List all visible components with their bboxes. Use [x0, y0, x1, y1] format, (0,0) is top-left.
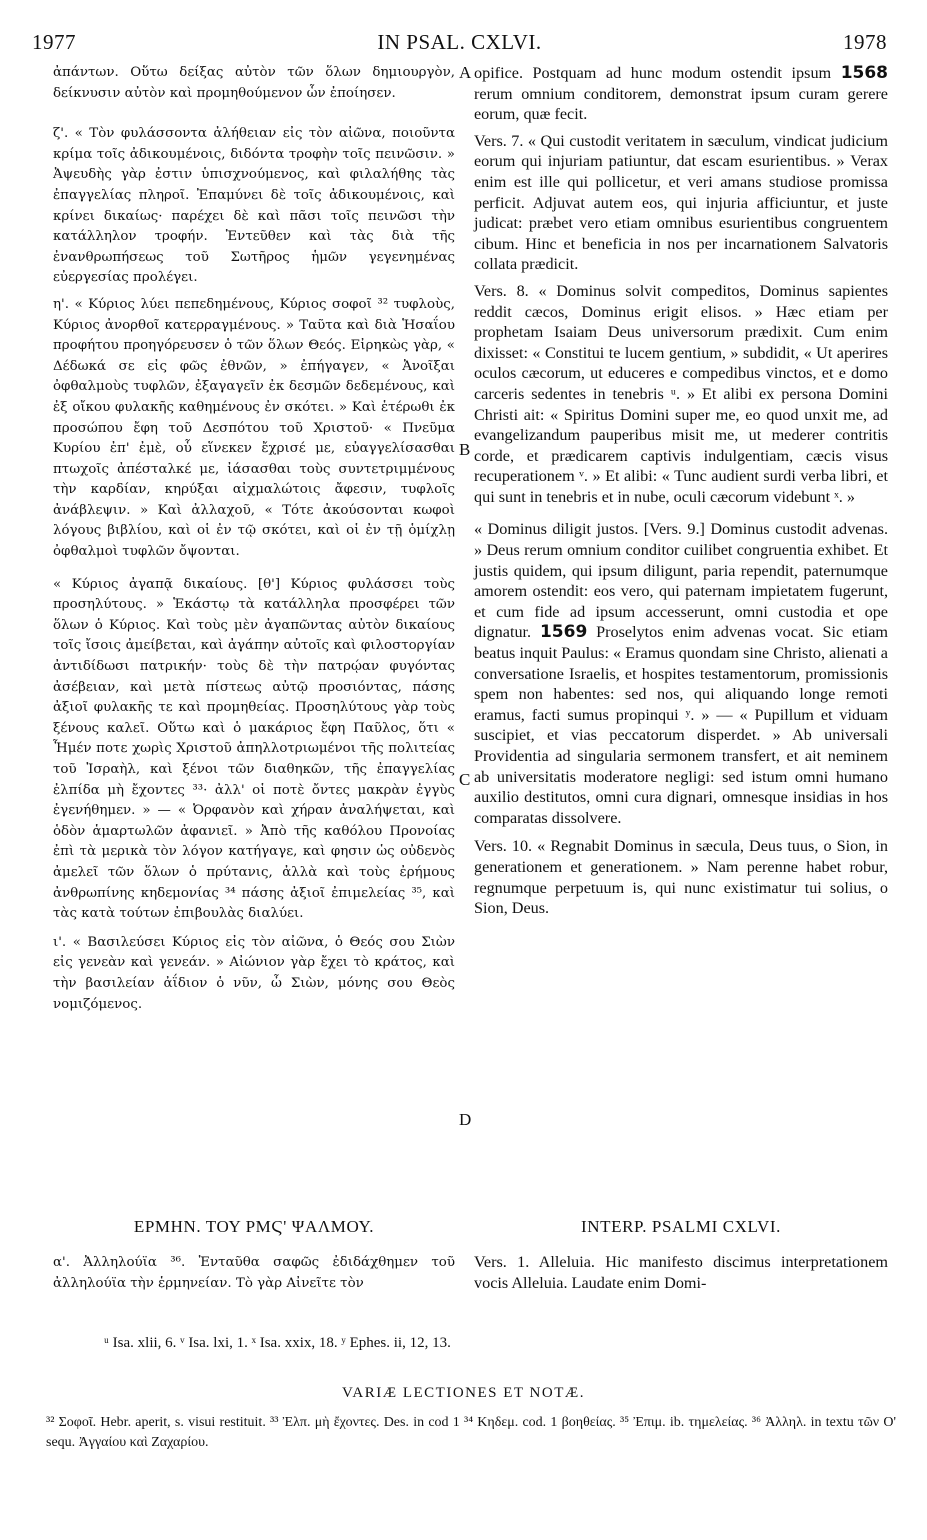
margin-marker-c: C [459, 770, 471, 789]
greek-psalm-interpretation: α'. Ἀλληλούϊα ³⁶. Ἐνταῦθα σαφῶς ἐδιδάχθημεν τοῦ ἀλληλούϊα τὴν ἑρμηνείαν. Τὸ γὰρ Αἰνεῖτε τὸν [53, 1255, 455, 1291]
latin-text: « Dominus diligit justos. [Vers. 9.] Dominus custodit advenas. » Deus rerum omnium conditor cuilibet congruentia exhibet. Et justis quidem, qui ipsum diligunt, paria rependit, paternumque amorem ostendit: eos vero, qui paternam impietatem fugerunt, et cum fide ad ipsum accesserunt, omni custodia et ope dignatur. [474, 520, 888, 642]
notes-heading: VARIÆ LECTIONES ET NOTÆ. [342, 1385, 585, 1401]
margin-marker-a: A [459, 63, 472, 82]
greek-paragraph: ζ'. « Τὸν φυλάσσοντα ἀλήθειαν εἰς τὸν αἰῶνα, ποιοῦντα κρίμα τοῖς ἀδικουμένοις, διδόντα τροφὴν τοῖς πεινῶσιν. » Ἀψευδὴς γὰρ ἐστιν ὑπισχνούμενος, καὶ φιλαλήθης τὰς ἐπαγγελίας πληροῖ. Ἐπαμύνει δὲ τοῖς ἀδικουμένοις, καὶ κρίνει δικαίως· παρέχει δὲ καὶ πᾶσι τοῖς πεινῶσι τὴν κατάλληλον τροφήν. Ἐντεῦθεν καὶ τὰς διὰ τῆς ἐνανθρωπήσεως τοῦ Σωτῆρος ἡμῶν γεγενημένας εὐεργεσίας προλέγει. [53, 126, 455, 286]
variant-readings-notes: ³² Σοφοῖ. Hebr. aperit, s. visui restituit. ³³ Ἐλπ. μὴ ἔχοντες. Des. in cod 1 ³⁴ Κηδεμ. cod. 1 βοηθείας. ³⁵ Ἐπιμ. ib. τημελείας. ³⁶ Ἀλληλ. in textu τῶν Ο' sequ. Ἀγγαίου καὶ Ζαχαρίου. [46, 1415, 896, 1450]
greek-paragraph: ἀπάντων. Οὕτω δείξας αὐτὸν τῶν ὅλων δημιουργὸν, δείκνυσιν αὐτὸν καὶ προμηθούμενον ὧν ἐποίησεν. [53, 65, 455, 101]
greek-paragraph: η'. « Κύριος λύει πεπεδημένους, Κύριος σοφοῖ ³² τυφλοὺς, Κύριος ἀνορθοῖ κατερραγμένους. » Ταῦτα καὶ διὰ Ἡσαΐου προφήτου προηγόρευσεν ὁ τῶν ὅλων Θεός. Εἰρηκὼς γὰρ, « Δέδωκά σε εἰς φῶς ἐθνῶν, » ἐπήγαγεν, « Ἀνοῖξαι ὀφθαλμοὺς τυφλῶν, ἐξαγαγεῖν ἐκ δεσμῶν δεδεμένους, καὶ ἐξ οἴκου φυλακῆς καθημένους ἐν σκότει. » Καὶ ἑτέρωθι ἐκ προσώπου ἔφη τοῦ Δεσπότου τοῦ Χριστοῦ· « Πνεῦμα Κυρίου ἐπ' ἐμὲ, οὗ εἵνεκεν ἔχρισέ με, εὐαγγελίσασθαι πτωχοῖς ἀπέσταλκέ με, ἰάσασθαι τοὺς συντετριμμένους τὴν καρδίαν, κηρύξαι αἰχμαλώτοις ἄφεσιν, τυφλοῖς ἀνάβλεψιν. » Καὶ ἀλλαχοῦ, « Τότε ἀκούσονται κωφοὶ λόγους βιβλίου, καὶ οἱ ἐν τῷ σκότει, καὶ οἱ ἐν τῇ ὁμίχλῃ ὀφθαλμοὶ τυφλῶν ὄψονται. [53, 296, 455, 560]
latin-section-title: INTERP. PSALMI CXLVI. [581, 1217, 781, 1236]
page-header [32, 30, 887, 56]
latin-paragraph: Vers. 7. « Qui custodit veritatem in sæculum, vindicat judicium eorum qui injuriam patiuntur, dat escam esurientibus. » Verax enim est ille qui pollicetur, et veri amans studiose promissa perficit. Adjuvat autem eos, qui injuria afficiuntur, et juste judicat: præbet vero etiam omnibus esurientibus congruentem cibum. Hinc et beneficia in nos per incarnationem Salvatoris collata prædicit. [474, 131, 888, 274]
greek-section-title: ΕΡΜΗΝ. ΤΟΥ ΡΜϚ' ΨΑΛΜΟΥ. [133, 1217, 375, 1236]
greek-column [53, 63, 455, 1015]
latin-text: Proselytos enim advenas vocat. Sic etiam beatus inquit Paulus: « Eramus quondam sine Christo, alienati a conversatione Israelis, et hospites testamentorum, promissionis spem non habentes: sed nos, qui aliquando longe remoti eramus, facti sumus propinqui ʸ. » — « Pupillum et viduam suscipiet, et vias peccatorum disperdet. » Ab universali Providentia ad singularia sermonem transfert, et ait neminem ab universitatis moderatore negligi: sed istum omni humano auxilio destitutos, omni cura dignari, omnesque insidias in hos comparatas dissolvere. [474, 623, 889, 827]
margin-marker-b: B [459, 440, 471, 459]
latin-psalm-interpretation: Vers. 1. Alleluia. Hic manifesto discimus interpretationem vocis Alleluia. Laudate enim Domi- [474, 1253, 888, 1292]
latin-paragraph [474, 519, 888, 828]
scripture-footnotes: ᵘ Isa. xlii, 6. ᵛ Isa. lxi, 1. ˣ Isa. xxix, 18. ʸ Ephes. ii, 12, 13. [104, 1335, 451, 1351]
right-page-number: 1978 [843, 30, 887, 54]
latin-text: opifice. Postquam ad hunc modum ostendit ipsum [474, 64, 832, 82]
column-number: 1569 [539, 622, 588, 643]
left-page-number: 1977 [32, 30, 76, 54]
latin-text: rerum omnium conditorem, demonstrat ipsum curam gerere eorum, quæ fecit. [474, 84, 888, 124]
latin-paragraph: Vers. 10. « Regnabit Dominus in sæcula, Deus tuus, o Sion, in generationem et generationem. » Nam perenne habet robur, regnumque perpetuum is, qui nunc existimatur tui solius, o Sion, Deus. [474, 837, 888, 918]
greek-paragraph: « Κύριος ἀγαπᾷ δικαίους. [θ'] Κύριος φυλάσσει τοὺς προσηλύτους. » Ἑκάστῳ τὰ κατάλληλα προσφέρει τῶν ὅλων ὁ Κύριος. Καὶ τοὺς μὲν ἀγαπῶντας αὐτὸν δικαίους τοῖς ἴσοις ἀμείβεται, καὶ ἀγάπην αὐτοῖς καὶ φιλοστοργίαν ἀντιδίδωσι πατρικήν· τοὺς δὲ τὴν πατρῴαν φυγόντας ἀσέβειαν, καὶ μετὰ πίστεως αὐτῷ προσιόντας, πάσης ἀξιοῖ φυλακῆς τε καὶ προμηθείας. Προσηλύτους γὰρ τοὺς ξένους καλεῖ. Οὕτω καὶ ὁ μακάριος ἔφη Παῦλος, ὅτι « Ἦμέν ποτε χωρὶς Χριστοῦ ἀπηλλοτριωμένοι τῆς πολιτείας τοῦ Ἰσραὴλ, καὶ ξένοι τῶν διαθηκῶν, τῆς ἐπαγγελίας ἐλπίδα μὴ ἔχοντες ³³· ἀλλ' οἱ ποτὲ ὄντες μακρὰν ἐγγὺς ἐγενήθημεν. » — « Ὀρφανὸν καὶ χήραν ἀναλήψεται, καὶ ὁδὸν ἁμαρτωλῶν ἀφανιεῖ. » Ἀπὸ τῆς καθόλου Προνοίας ἐπὶ τὰ μερικὰ τὸν λόγον κατήγαγε, καὶ φησιν ὡς οὐδενὸς ἀμελεῖ τῶν ὅλων ὁ πρύτανις, ἀλλὰ καὶ τοὺς ἐρήμους ἀνθρωπίνης κηδεμονίας ³⁴ πάσης ἀξιοῖ ἐπιμελείας ³⁵, καὶ τὰς κατὰ τούτων ἐπιβουλὰς διαλύει. [53, 576, 455, 922]
greek-paragraph: ι'. « Βασιλεύσει Κύριος εἰς τὸν αἰῶνα, ὁ Θεός σου Σιὼν εἰς γενεὰν καὶ γενεάν. » Αἰώνιον γὰρ ἔχει τὸ κράτος, καὶ τὴν βασιλείαν ἀΐδιον ὁ νῦν, ὦ Σιὼν, μόνης σου Θεὸς νομιζόμενος. [53, 934, 455, 1012]
latin-paragraph [474, 63, 888, 125]
running-title: IN PSAL. CXLVI. [377, 30, 542, 54]
latin-paragraph: Vers. 8. « Dominus solvit compeditos, Dominus sapientes reddit cæcos, Dominus erigit elisos. » Hæc etiam per prophetam Isaiam Deus universorum prædixit. Cum enim dixisset: « Constitui te lucem gentium, » subdidit, « Ut aperires oculos cæcorum, ut educeres e compedibus vinctos, et e domo carceris sedentes in tenebris ᵘ. » Et alibi ex persona Domini Christi ait: « Spiritus Domini super me, eo quod unxit me, ad evangelizandum pauperibus misit me, ut mederer contritis corde, et prædicarem captivis indulgentiam, cæcis visus recuperationem ᵛ. » Et alibi: « Tunc audient surdi verba libri, et qui sunt in tenebris et in nube, oculi cæcorum videbunt ˣ. » [474, 281, 888, 506]
margin-marker-d: D [459, 1110, 472, 1129]
column-number: 1568 [840, 63, 889, 83]
latin-column [474, 63, 888, 919]
